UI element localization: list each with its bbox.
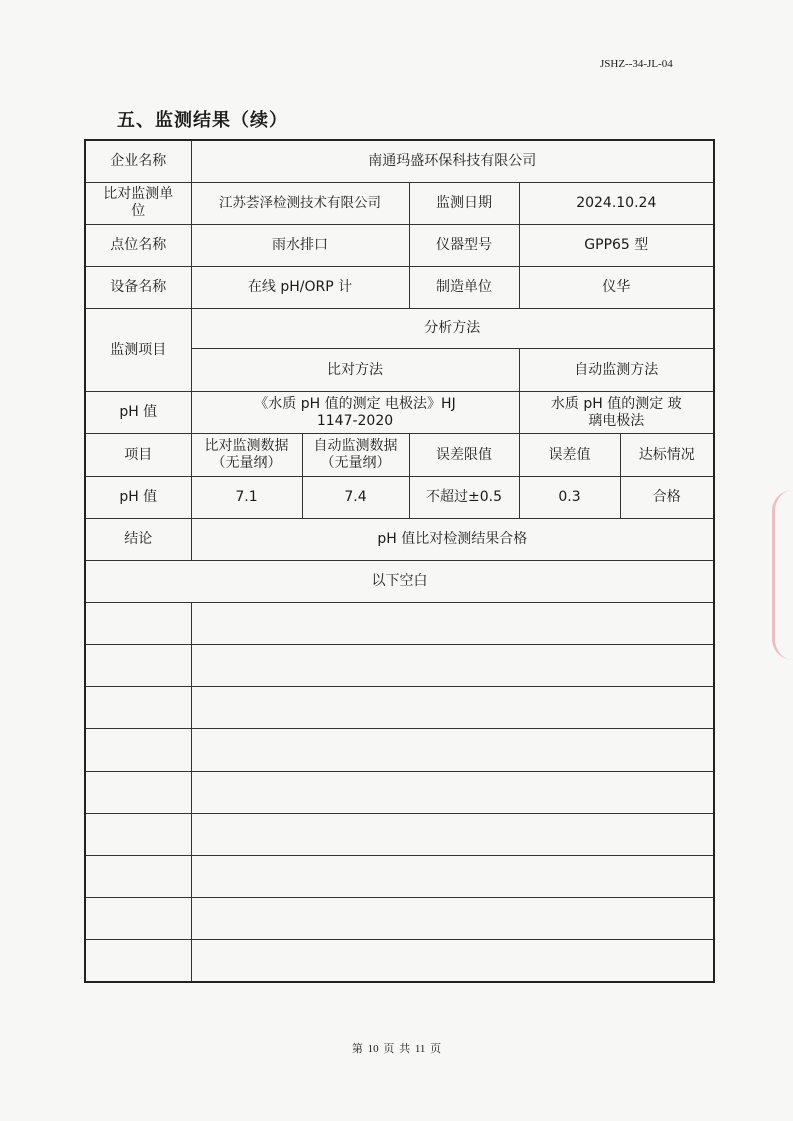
blank-row <box>85 687 714 729</box>
row-item: pH 值 <box>85 476 191 518</box>
monitoring-result-table <box>84 139 715 983</box>
compare-method-value: 《水质 pH 值的测定 电极法》HJ 1147-2020 <box>191 392 519 434</box>
table-row <box>85 224 714 266</box>
table-row <box>85 476 714 518</box>
blank-cell <box>191 813 714 855</box>
point-label: 点位名称 <box>85 224 191 266</box>
auto-method-value: 水质 pH 值的测定 玻璃电极法 <box>519 392 714 434</box>
row-compare-data: 7.1 <box>191 476 302 518</box>
col-item-header: 项目 <box>85 434 191 476</box>
blank-cell <box>191 603 714 645</box>
table-row <box>85 518 714 560</box>
col-limit-header: 误差限值 <box>409 434 519 476</box>
enterprise-label: 企业名称 <box>85 140 191 182</box>
table-row <box>85 140 714 182</box>
table-row <box>85 434 714 476</box>
compare-method-header: 比对方法 <box>191 349 519 392</box>
col-compare-data-header: 比对监测数据（无量纲） <box>191 434 302 476</box>
col-status-header: 达标情况 <box>620 434 714 476</box>
row-auto-data: 7.4 <box>302 476 409 518</box>
point-value: 雨水排口 <box>191 224 409 266</box>
blank-cell <box>85 729 191 771</box>
table-row <box>85 392 714 434</box>
col-auto-data-header: 自动监测数据（无量纲） <box>302 434 409 476</box>
blank-cell <box>85 645 191 687</box>
page-footer: 第 10 页 共 11 页 <box>351 1043 442 1055</box>
blank-cell <box>85 813 191 855</box>
table-row <box>85 266 714 308</box>
auto-method-header: 自动监测方法 <box>519 349 714 392</box>
blank-cell <box>191 687 714 729</box>
blank-row <box>85 813 714 855</box>
blank-cell <box>191 898 714 940</box>
date-value: 2024.10.24 <box>519 182 714 224</box>
compare-unit-label: 比对监测单位 <box>85 182 191 224</box>
model-label: 仪器型号 <box>409 224 519 266</box>
blank-row <box>85 855 714 897</box>
col-error-header: 误差值 <box>519 434 620 476</box>
device-label: 设备名称 <box>85 266 191 308</box>
table-row <box>85 182 714 224</box>
date-label: 监测日期 <box>409 182 519 224</box>
blank-cell <box>191 645 714 687</box>
enterprise-value: 南通玛盛环保科技有限公司 <box>191 140 714 182</box>
blank-cell <box>191 771 714 813</box>
blank-cell <box>85 898 191 940</box>
document-code: JSHZ--34-JL-04 <box>600 58 673 70</box>
blank-cell <box>85 940 191 982</box>
table-row <box>85 309 714 349</box>
model-value: GPP65 型 <box>519 224 714 266</box>
maker-label: 制造单位 <box>409 266 519 308</box>
ph-label: pH 值 <box>85 392 191 434</box>
device-value: 在线 pH/ORP 计 <box>191 266 409 308</box>
blank-cell <box>85 855 191 897</box>
blank-cell <box>191 940 714 982</box>
maker-value: 仪华 <box>519 266 714 308</box>
blank-cell <box>85 603 191 645</box>
red-seal-edge <box>772 490 793 660</box>
blank-row <box>85 603 714 645</box>
blank-row <box>85 940 714 982</box>
blank-row <box>85 729 714 771</box>
blank-row <box>85 898 714 940</box>
conclusion-value: pH 值比对检测结果合格 <box>191 518 714 560</box>
blank-row <box>85 771 714 813</box>
item-label: 监测项目 <box>85 309 191 392</box>
blank-cell <box>191 729 714 771</box>
blank-cell <box>85 771 191 813</box>
blank-cell <box>191 855 714 897</box>
row-status: 合格 <box>620 476 714 518</box>
section-title: 五、监测结果（续） <box>117 110 288 131</box>
conclusion-label: 结论 <box>85 518 191 560</box>
row-limit: 不超过±0.5 <box>409 476 519 518</box>
table-row <box>85 560 714 602</box>
blank-cell <box>85 687 191 729</box>
blank-note: 以下空白 <box>85 560 714 602</box>
compare-unit-value: 江苏荟泽检测技术有限公司 <box>191 182 409 224</box>
blank-row <box>85 645 714 687</box>
analysis-method-header: 分析方法 <box>191 309 714 349</box>
row-error: 0.3 <box>519 476 620 518</box>
